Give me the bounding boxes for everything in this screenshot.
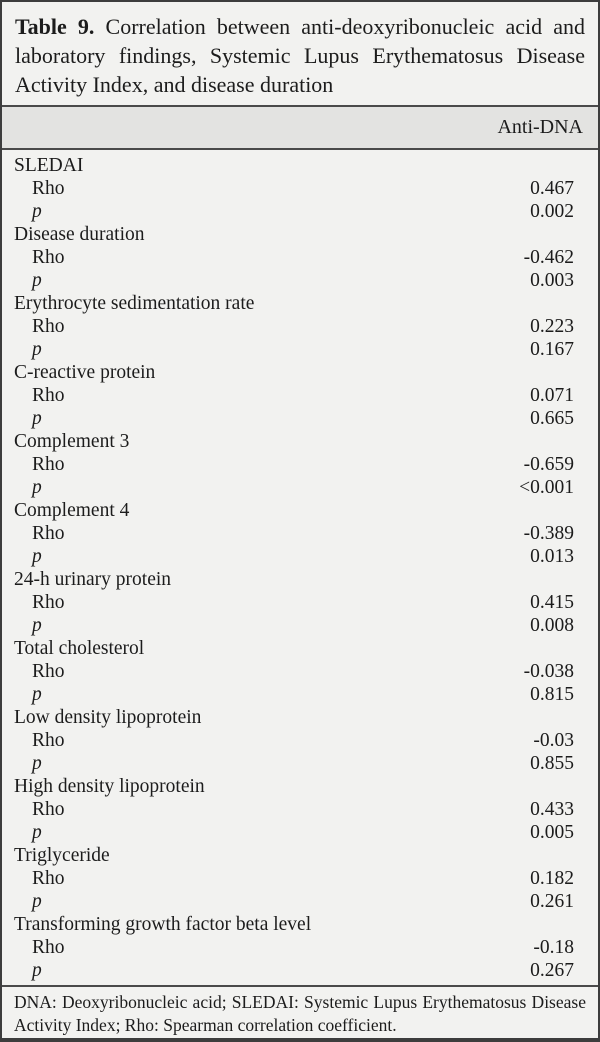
rho-value: 0.071 bbox=[530, 385, 574, 406]
variable-row bbox=[2, 913, 598, 936]
rho-row bbox=[2, 177, 598, 200]
rho-label: Rho bbox=[32, 454, 65, 475]
variable-row bbox=[2, 223, 598, 246]
p-label: p bbox=[32, 822, 42, 843]
variable-label: Total cholesterol bbox=[14, 638, 145, 659]
variable-label: 24-h urinary protein bbox=[14, 569, 172, 590]
variable-row bbox=[2, 292, 598, 315]
rho-row bbox=[2, 246, 598, 269]
rho-label: Rho bbox=[32, 661, 65, 682]
p-value: 0.002 bbox=[530, 201, 574, 222]
table-caption: Correlation between anti-deoxyribonucleic acid and laboratory findings, Systemic Lupus Erythematosus Disease Activity Index, and disease duration bbox=[15, 14, 585, 97]
p-value: 0.267 bbox=[530, 960, 574, 981]
p-row bbox=[2, 338, 598, 361]
p-row bbox=[2, 269, 598, 292]
table-number: Table 9. bbox=[15, 14, 95, 39]
p-label: p bbox=[32, 615, 42, 636]
p-row bbox=[2, 683, 598, 706]
p-label: p bbox=[32, 753, 42, 774]
rho-row bbox=[2, 867, 598, 890]
rho-label: Rho bbox=[32, 247, 65, 268]
variable-label: Complement 4 bbox=[14, 500, 130, 521]
rho-row bbox=[2, 936, 598, 959]
rho-value: -0.03 bbox=[533, 730, 574, 751]
p-label: p bbox=[32, 477, 42, 498]
variable-row bbox=[2, 430, 598, 453]
rho-value: 0.223 bbox=[530, 316, 574, 337]
rho-row bbox=[2, 522, 598, 545]
rho-label: Rho bbox=[32, 385, 65, 406]
p-label: p bbox=[32, 891, 42, 912]
rho-label: Rho bbox=[32, 799, 65, 820]
variable-row bbox=[2, 706, 598, 729]
p-row bbox=[2, 752, 598, 775]
variable-row bbox=[2, 844, 598, 867]
p-label: p bbox=[32, 408, 42, 429]
p-row bbox=[2, 200, 598, 223]
rho-value: 0.415 bbox=[530, 592, 574, 613]
variable-label: Transforming growth factor beta level bbox=[14, 914, 312, 935]
rho-label: Rho bbox=[32, 316, 65, 337]
p-label: p bbox=[32, 339, 42, 360]
rho-value: 0.433 bbox=[530, 799, 574, 820]
variable-label: C-reactive protein bbox=[14, 362, 156, 383]
column-header-row bbox=[2, 105, 598, 150]
rho-row bbox=[2, 660, 598, 683]
p-row bbox=[2, 821, 598, 844]
p-label: p bbox=[32, 684, 42, 705]
p-value: 0.008 bbox=[530, 615, 574, 636]
table-body bbox=[2, 150, 598, 982]
p-value: 0.167 bbox=[530, 339, 574, 360]
p-label: p bbox=[32, 546, 42, 567]
p-value: 0.261 bbox=[530, 891, 574, 912]
rho-label: Rho bbox=[32, 523, 65, 544]
variable-label: Triglyceride bbox=[14, 845, 110, 866]
p-row bbox=[2, 959, 598, 982]
rho-label: Rho bbox=[32, 868, 65, 889]
rho-value: 0.467 bbox=[530, 178, 574, 199]
rho-label: Rho bbox=[32, 178, 65, 199]
rho-label: Rho bbox=[32, 592, 65, 613]
variable-label: High density lipoprotein bbox=[14, 776, 205, 797]
rho-row bbox=[2, 729, 598, 752]
variable-label: Complement 3 bbox=[14, 431, 130, 452]
rho-value: 0.182 bbox=[530, 868, 574, 889]
p-label: p bbox=[32, 201, 42, 222]
p-value: <0.001 bbox=[519, 477, 574, 498]
variable-row bbox=[2, 775, 598, 798]
rho-row bbox=[2, 315, 598, 338]
p-label: p bbox=[32, 960, 42, 981]
p-row bbox=[2, 476, 598, 499]
rho-label: Rho bbox=[32, 730, 65, 751]
p-row bbox=[2, 407, 598, 430]
rho-row bbox=[2, 591, 598, 614]
variable-label: Disease duration bbox=[14, 224, 145, 245]
variable-label: Erythrocyte sedimentation rate bbox=[14, 293, 255, 314]
p-value: 0.665 bbox=[530, 408, 574, 429]
variable-row bbox=[2, 499, 598, 522]
p-row bbox=[2, 890, 598, 913]
table-title bbox=[2, 2, 598, 105]
rho-row bbox=[2, 798, 598, 821]
column-header-anti-dna: Anti-DNA bbox=[497, 116, 583, 138]
rho-value: -0.462 bbox=[523, 247, 574, 268]
variable-row bbox=[2, 361, 598, 384]
p-value: 0.013 bbox=[530, 546, 574, 567]
rho-label: Rho bbox=[32, 937, 65, 958]
p-value: 0.003 bbox=[530, 270, 574, 291]
p-value: 0.005 bbox=[530, 822, 574, 843]
rho-row bbox=[2, 453, 598, 476]
p-value: 0.855 bbox=[530, 753, 574, 774]
variable-row bbox=[2, 637, 598, 660]
rho-value: -0.18 bbox=[533, 937, 574, 958]
p-label: p bbox=[32, 270, 42, 291]
rho-value: -0.389 bbox=[523, 523, 574, 544]
rho-row bbox=[2, 384, 598, 407]
table-footnote: DNA: Deoxyribonucleic acid; SLEDAI: Systemic Lupus Erythematosus Disease Activity Index; Rho: Spearman correlation coefficient. bbox=[2, 985, 598, 1041]
p-row bbox=[2, 545, 598, 568]
rho-value: -0.038 bbox=[523, 661, 574, 682]
variable-label: SLEDAI bbox=[14, 155, 84, 176]
variable-row bbox=[2, 568, 598, 591]
rho-value: -0.659 bbox=[523, 454, 574, 475]
variable-row bbox=[2, 154, 598, 177]
variable-label: Low density lipoprotein bbox=[14, 707, 202, 728]
p-value: 0.815 bbox=[530, 684, 574, 705]
p-row bbox=[2, 614, 598, 637]
